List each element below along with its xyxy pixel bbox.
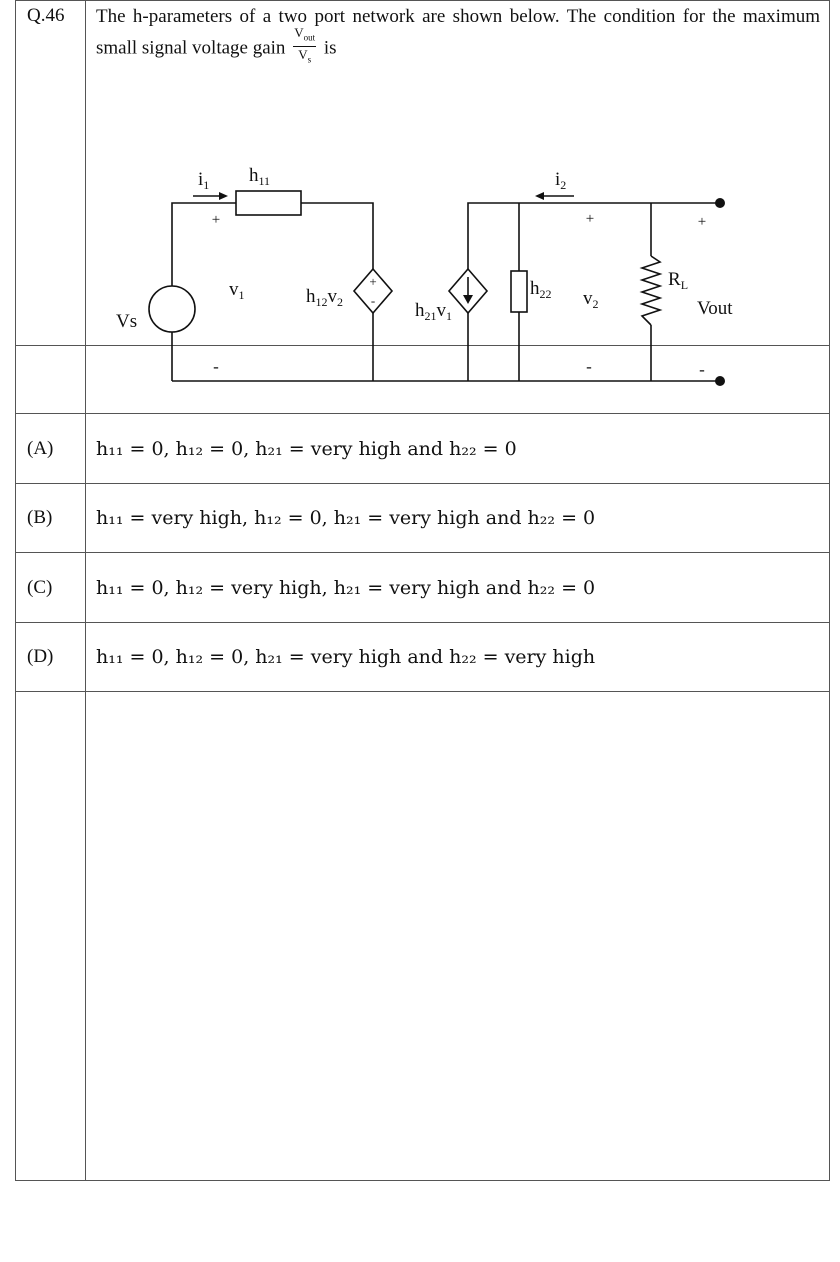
- fraction-numerator: V: [294, 25, 304, 40]
- v1-label: $v_1$: [229, 279, 245, 303]
- voltage-gain-fraction: [293, 26, 316, 66]
- v2-plus-sign: +: [585, 211, 595, 228]
- i1-label: $i_1$: [198, 169, 210, 193]
- dep-source-minus: -: [370, 293, 376, 309]
- question-row: [16, 1, 830, 346]
- option-row-a: [16, 414, 830, 484]
- fraction-denominator: V: [298, 46, 308, 62]
- i2-label: $i_2$: [555, 169, 567, 193]
- question-text-main: The h-parameters of a two port network are shown below. The condition for the maximum small signal voltage gain: [96, 6, 820, 59]
- h22-resistor-icon: [511, 271, 527, 312]
- rl-label: $R_L$: [668, 269, 689, 293]
- h11-right-wire: [301, 203, 373, 269]
- option-label-d: (D): [27, 646, 54, 667]
- v2-label: $v_2$: [583, 288, 599, 312]
- option-label-b: (B): [27, 507, 53, 528]
- h22-label: $h_{22}$: [530, 278, 552, 302]
- v1-minus-sign: -: [213, 357, 219, 377]
- dep-source-plus: +: [369, 274, 377, 290]
- source-label: Vs: [116, 311, 138, 333]
- i2-arrow-icon: [535, 192, 574, 200]
- load-resistor-icon: [642, 256, 660, 325]
- vout-plus-sign: +: [697, 214, 707, 231]
- output-terminal-top: [715, 198, 725, 208]
- option-text-a: h₁₁ = 0, h₁₂ = 0, h₂₁ = very high and h₂₂ = 0: [96, 437, 517, 460]
- v1-plus-sign: +: [211, 212, 221, 229]
- h11-label: $h_{11}$: [249, 165, 271, 189]
- voltage-source-icon: [149, 286, 195, 332]
- option-text-d: h₁₁ = 0, h₁₂ = 0, h₂₁ = very high and h₂₂ = very high: [96, 646, 596, 668]
- option-text-b: h₁₁ = very high, h₁₂ = 0, h₂₁ = very high and h₂₂ = 0: [96, 507, 596, 529]
- i1-arrow-icon: [193, 192, 228, 200]
- question-body-cell: [86, 1, 830, 380]
- option-label-a: (A): [27, 437, 54, 459]
- fraction-denominator-sub: s: [307, 54, 312, 65]
- h11-resistor-icon: [236, 191, 301, 215]
- question-number: Q.46: [27, 5, 65, 26]
- option-label-c: (C): [27, 576, 53, 598]
- vout-minus-sign: -: [699, 360, 705, 380]
- left-top-wire: [172, 203, 236, 286]
- h21v1-label: $h_{21}v_1$: [415, 300, 452, 324]
- question-text: [86, 1, 829, 69]
- two-port-circuit-diagram: [86, 69, 831, 380]
- question-text-end: is: [323, 37, 337, 59]
- vout-label: Vout: [697, 298, 733, 320]
- question-number-cell: [16, 1, 86, 346]
- fraction-numerator-sub: out: [303, 32, 316, 43]
- option-row-d: [16, 623, 830, 692]
- question-table: [15, 0, 830, 1181]
- option-row-b: [16, 484, 830, 553]
- h12v2-label: $h_{12}v_2$: [306, 286, 343, 310]
- output-terminal-bottom: [715, 376, 725, 386]
- option-row-c: [16, 553, 830, 623]
- v2-minus-sign: -: [586, 357, 592, 377]
- blank-answer-row: [16, 692, 830, 1181]
- option-text-c: h₁₁ = 0, h₁₂ = very high, h₂₁ = very high and h₂₂ = 0: [96, 576, 596, 599]
- spacer-row: [16, 346, 830, 414]
